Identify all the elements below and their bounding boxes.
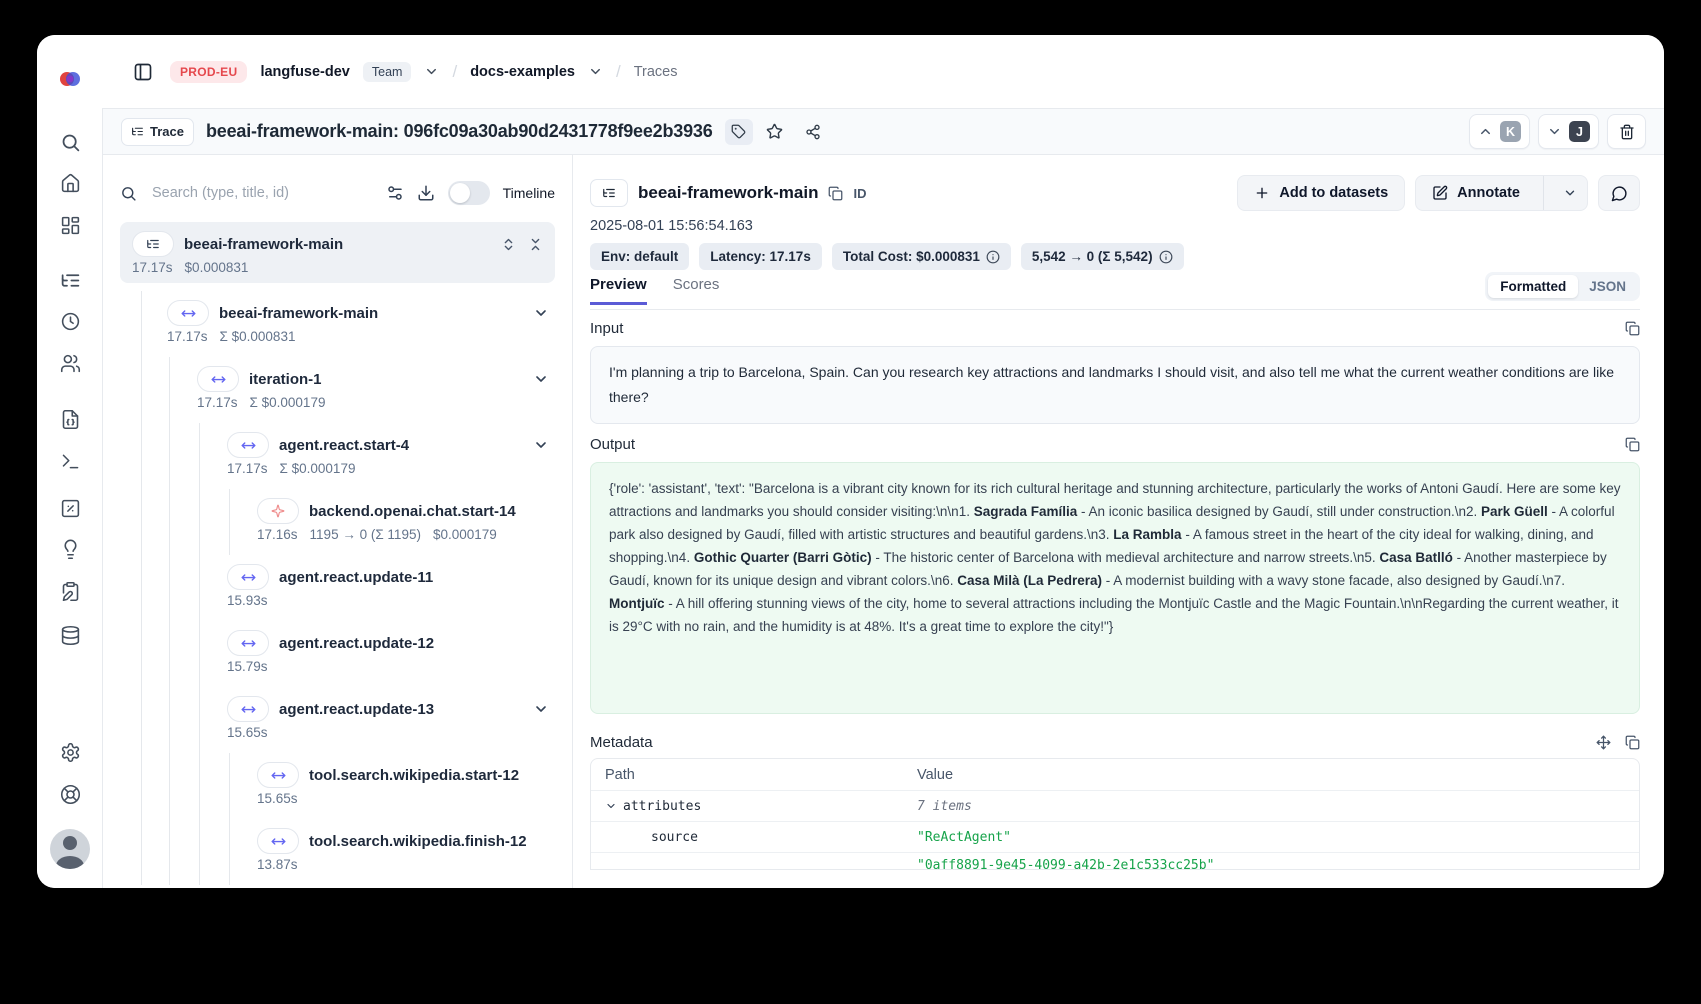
expand-metadata-icon[interactable]: [1596, 735, 1611, 750]
latency-badge: Latency: 17.17s: [699, 243, 822, 270]
sessions-clock-icon[interactable]: [53, 304, 87, 338]
share-icon: [805, 124, 821, 140]
row-cost: Σ $0.000179: [249, 395, 326, 410]
info-icon[interactable]: [986, 250, 1000, 264]
output-content: {'role': 'assistant', 'text': "Barcelona is a vibrant city known for its rich cultural heritage and stunning architecture, particularly the works of Antoni Gaudí. Here are some key attractions and landmarks you should consider visiting:\n\n1. Sagrada Família - An iconic basilica designed by Gaudí, still under construction.\n2. Park Güell - A colorful park also designed by Gaudí, filled with artistic structures and beautiful gardens.\n3. La Rambla - A famous street in the heart of the city ideal for walking, dining, and shopping.\n4. Gothic Quarter (Barri Gòtic) - The historic center of Barcelona with medieval architecture and narrow streets.\n5. Casa Batlló - Another masterpiece by Gaudí, known for its unique design and vibrant colors.\n6. Casa Milà (La Pedrera) - A modernist building with a wavy stone facade, also designed by Gaudí.\n7. Montjuïc - A hill offering stunning views of the city, home to several attractions including the Montjuïc Castle and the Magic Fountain.\n\nRegarding the current weather, it is 29°C with no rain, and the humidity is at 48%. It's a great time to explore the city!"}: [590, 462, 1640, 714]
span-badge: [227, 564, 269, 590]
output-section-label: Output: [590, 436, 636, 453]
metadata-row-source[interactable]: [591, 822, 1639, 853]
trash-icon: [1619, 124, 1635, 140]
span-arrows-icon: [241, 702, 256, 717]
tree-row-label: backend.openai.chat.start-14: [309, 502, 516, 520]
tree-row[interactable]: [120, 819, 555, 885]
row-duration: 15.65s: [227, 725, 268, 740]
search-icon[interactable]: [53, 125, 87, 159]
total-cost-label: Total Cost: $0.000831: [842, 249, 980, 264]
trace-title: beeai-framework-main: 096fc09a30ab90d2431778f9ee2b3936: [205, 121, 713, 141]
comments-button[interactable]: [1598, 175, 1640, 211]
home-icon[interactable]: [53, 166, 87, 200]
list-tree-icon: [602, 186, 616, 200]
row-chevron-down-icon[interactable]: [533, 437, 549, 453]
copy-output-icon[interactable]: [1625, 437, 1640, 452]
tab-preview[interactable]: Preview: [590, 276, 647, 305]
langfuse-logo[interactable]: [53, 62, 87, 96]
shortcut-key-k: K: [1500, 121, 1521, 142]
trace-type-badge: [121, 118, 194, 146]
timeline-label: Timeline: [502, 185, 555, 201]
row-chevron-down-icon[interactable]: [533, 371, 549, 387]
tree-row-label: tool.search.wikipedia.start-12: [309, 766, 520, 784]
timeline-toggle[interactable]: [448, 181, 490, 205]
row-duration: 17.16s: [257, 527, 298, 542]
row-duration: 17.17s: [227, 461, 268, 476]
span-arrows-icon: [271, 768, 286, 783]
breadcrumb: [103, 35, 1664, 108]
plus-icon: [1254, 185, 1270, 201]
tree-row[interactable]: [120, 489, 555, 555]
tree-row-label: beeai-framework-main: [219, 304, 379, 322]
tree-root-duration: 17.17s: [132, 260, 173, 275]
collapse-all-icon[interactable]: [528, 237, 543, 252]
annotate-button[interactable]: [1416, 176, 1534, 210]
list-tree-icon: [146, 237, 160, 251]
tag-button[interactable]: [725, 119, 753, 145]
annotate-split-button: [1415, 175, 1588, 211]
copy-input-icon[interactable]: [1625, 321, 1640, 336]
add-to-datasets-label: Add to datasets: [1279, 185, 1389, 201]
tree-row[interactable]: [120, 753, 555, 819]
expand-all-icon[interactable]: [501, 237, 516, 252]
users-icon[interactable]: [53, 346, 87, 380]
metadata-section-label: Metadata: [590, 734, 653, 751]
search-input[interactable]: [150, 184, 373, 202]
token-usage-badge: [1021, 243, 1184, 270]
span-badge: [257, 828, 299, 854]
detail-title: beeai-framework-main: [638, 183, 819, 202]
row-chevron-down-icon[interactable]: [533, 305, 549, 321]
breadcrumb-separator: /: [615, 61, 621, 81]
metadata-value: 7 items: [917, 798, 972, 814]
tracing-icon[interactable]: [53, 263, 87, 297]
span-arrows-icon: [211, 372, 226, 387]
project-name[interactable]: docs-examples: [470, 63, 575, 80]
span-arrows-icon: [241, 438, 256, 453]
metadata-path: source: [651, 829, 698, 845]
tree-row[interactable]: [120, 291, 555, 357]
metadata-row-attributes[interactable]: [591, 791, 1639, 822]
metadata-value: "0aff8891-9e45-4099-a42b-2e1c533cc25b": [917, 858, 1215, 870]
tree-row[interactable]: [120, 423, 555, 489]
tree-row-label: agent.react.update-12: [279, 634, 435, 652]
tree-row-label: tool.search.wikipedia.finish-12: [309, 832, 527, 850]
trace-badge: [132, 231, 174, 257]
env-badge: Env: default: [590, 243, 689, 270]
settings-gear-icon[interactable]: [53, 735, 87, 769]
trace-type-label: Trace: [150, 124, 184, 139]
breadcrumb-section[interactable]: Traces: [633, 63, 678, 80]
observation-type-badge: [590, 179, 628, 207]
annotation-clipboard-icon[interactable]: [53, 574, 87, 608]
row-cost: $0.000179: [432, 527, 497, 542]
chevron-up-icon: [1478, 124, 1493, 139]
total-cost-badge: [832, 243, 1011, 270]
tree-root-cost: $0.000831: [184, 260, 249, 275]
span-arrows-icon: [271, 834, 286, 849]
dashboard-icon[interactable]: [53, 208, 87, 242]
tree-row[interactable]: [120, 555, 555, 621]
row-duration: 15.79s: [227, 659, 268, 674]
tree-root-label: beeai-framework-main: [184, 235, 344, 253]
format-toggle: [1485, 272, 1640, 301]
tree-row-label: agent.react.start-4: [279, 436, 410, 454]
lightbulb-icon[interactable]: [53, 532, 87, 566]
copy-id-icon[interactable]: [828, 186, 843, 201]
chevron-down-icon[interactable]: [605, 800, 617, 812]
prompts-file-icon[interactable]: [53, 402, 87, 436]
span-badge: [227, 432, 269, 458]
metadata-path: attributes: [623, 798, 702, 814]
metadata-header-row: [591, 759, 1639, 791]
evaluation-icon[interactable]: [53, 491, 87, 525]
info-icon[interactable]: [1159, 250, 1173, 264]
trace-tree-panel: [103, 155, 573, 888]
span-badge: [227, 696, 269, 722]
column-path: Path: [605, 766, 635, 783]
span-badge: [257, 762, 299, 788]
row-cost: Σ $0.000179: [279, 461, 356, 476]
input-content: I'm planning a trip to Barcelona, Spain. Can you research key attractions and landmarks I should visit, and also tell me what the current weather conditions are like there?: [590, 346, 1640, 424]
span-arrows-icon: [181, 306, 196, 321]
add-to-datasets-button[interactable]: [1237, 175, 1405, 211]
org-type-badge: Team: [363, 62, 412, 82]
app-window: [37, 35, 1664, 888]
column-value: Value: [917, 766, 954, 783]
star-icon: [766, 123, 783, 140]
tree-row[interactable]: [120, 357, 555, 423]
row-chevron-down-icon[interactable]: [533, 701, 549, 717]
datasets-database-icon[interactable]: [53, 618, 87, 652]
project-chevron-down-icon[interactable]: [588, 64, 603, 79]
tag-icon: [731, 124, 746, 139]
metadata-row-clipped[interactable]: [591, 853, 1639, 870]
input-section-label: Input: [590, 320, 624, 337]
tree-root-card[interactable]: [120, 222, 555, 283]
trace-title-bar: [103, 108, 1664, 155]
tab-scores[interactable]: Scores: [672, 276, 720, 293]
avatar[interactable]: [50, 829, 90, 869]
span-arrows-icon: [241, 570, 256, 585]
trace-detail-panel: [574, 155, 1664, 888]
metadata-table: [590, 758, 1640, 870]
bookmark-button[interactable]: [761, 119, 789, 145]
row-duration: 15.65s: [257, 791, 298, 806]
id-label[interactable]: ID: [853, 185, 867, 201]
button-divider: [1543, 176, 1544, 210]
span-badge: [197, 366, 239, 392]
generation-badge: [257, 498, 299, 524]
annotate-dropdown-button[interactable]: [1553, 176, 1587, 210]
row-duration: 13.87s: [257, 857, 298, 872]
span-badge: [167, 300, 209, 326]
span-arrows-icon: [241, 636, 256, 651]
shortcut-key-j: J: [1569, 121, 1590, 142]
playground-terminal-icon[interactable]: [53, 444, 87, 478]
pen-square-icon: [1432, 185, 1448, 201]
breadcrumb-separator: /: [452, 61, 458, 81]
token-usage-label: 5,542 → 0 (Σ 5,542): [1031, 249, 1153, 264]
tree-row-label: agent.react.update-11: [279, 568, 434, 586]
tree-row[interactable]: [120, 621, 555, 687]
icon-rail: [37, 35, 103, 888]
tree-row-label: agent.react.update-13: [279, 700, 435, 718]
org-name[interactable]: langfuse-dev: [260, 63, 350, 80]
span-badge: [227, 630, 269, 656]
row-duration: 17.17s: [197, 395, 238, 410]
list-tree-icon: [131, 125, 144, 138]
delete-trace-button[interactable]: [1607, 114, 1646, 149]
metadata-value: "ReActAgent": [917, 829, 1011, 845]
format-json[interactable]: JSON: [1589, 279, 1626, 294]
row-tokens: 1195 → 0 (Σ 1195): [309, 527, 421, 542]
row-cost: Σ $0.000831: [219, 329, 296, 344]
org-chevron-down-icon[interactable]: [424, 64, 439, 79]
comment-bubble-icon: [1611, 185, 1628, 202]
tree-row-label: iteration-1: [249, 370, 322, 388]
search-icon: [120, 185, 137, 202]
download-icon[interactable]: [417, 184, 435, 202]
env-region-badge: PROD-EU: [170, 61, 247, 83]
sidebar-toggle-icon[interactable]: [129, 59, 157, 85]
row-duration: 17.17s: [167, 329, 208, 344]
copy-metadata-icon[interactable]: [1625, 735, 1640, 750]
trace-timestamp: 2025-08-01 15:56:54.163: [590, 218, 753, 234]
row-duration: 15.93s: [227, 593, 268, 608]
chevron-down-icon: [1563, 186, 1577, 200]
view-settings-icon[interactable]: [386, 184, 404, 202]
share-button[interactable]: [799, 119, 827, 145]
annotate-label: Annotate: [1457, 185, 1520, 201]
next-trace-button[interactable]: [1538, 114, 1599, 149]
prev-trace-button[interactable]: [1469, 114, 1530, 149]
format-formatted[interactable]: Formatted: [1488, 275, 1578, 298]
generation-sparkle-icon: [271, 504, 285, 518]
trace-tree: [120, 222, 555, 888]
langfuse-logo-icon: [58, 67, 82, 91]
chevron-down-icon: [1547, 124, 1562, 139]
support-lifebuoy-icon[interactable]: [53, 777, 87, 811]
tree-row[interactable]: [120, 687, 555, 753]
